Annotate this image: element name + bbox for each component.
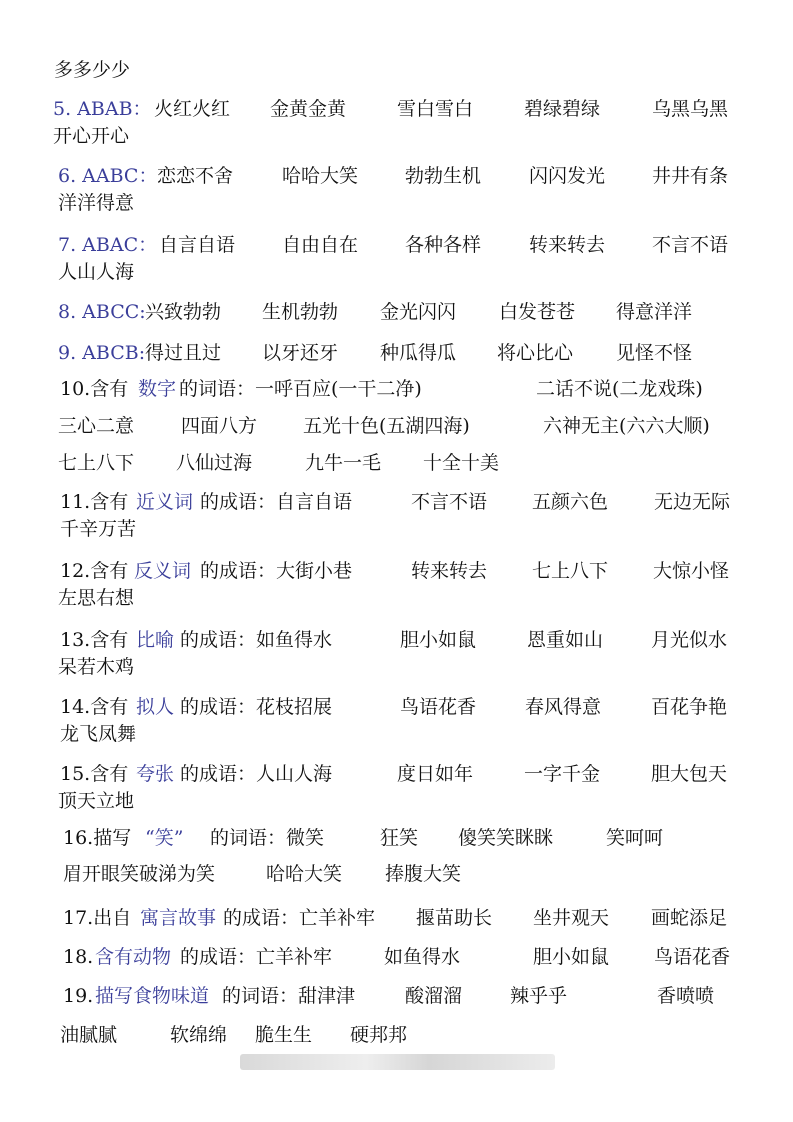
- word-group: 软绵绵: [170, 1024, 228, 1046]
- word-group: 各种各样: [405, 234, 482, 256]
- item-number: 10.含有: [60, 378, 129, 400]
- word-group: 香喷喷: [657, 985, 715, 1007]
- word-group: 金光闪闪: [380, 301, 457, 323]
- word-group: 开心开心: [53, 125, 130, 147]
- highlight-term: 夸张: [136, 763, 175, 785]
- word-group: 人山人海: [58, 261, 135, 283]
- word-group: 鸟语花香: [400, 696, 477, 718]
- word-group: 不言不语: [411, 491, 488, 513]
- word-group: 恩重如山: [527, 629, 604, 651]
- category-text: 的词语：微笑: [210, 827, 325, 849]
- pattern-label: 9. ABCB:: [58, 342, 146, 364]
- word-group: 洋洋得意: [58, 192, 135, 214]
- category-text: 的成语：大街小巷: [200, 560, 353, 582]
- word-group: 油腻腻: [60, 1024, 118, 1046]
- word-group: 井井有条: [652, 165, 729, 187]
- word-group: 见怪不怪: [616, 342, 693, 364]
- category-text: 的成语：花枝招展: [180, 696, 333, 718]
- highlight-term: “笑”: [145, 827, 184, 849]
- category-text: 的词语：一呼百应(一干二净): [179, 378, 422, 400]
- word-group: 九牛一毛: [305, 452, 382, 474]
- word-group: 傻笑笑眯眯: [458, 827, 554, 849]
- word-group: 六神无主(六六大顺): [543, 415, 710, 437]
- word-group: 兴致勃勃: [145, 301, 222, 323]
- word-group: 胆小如鼠: [400, 629, 477, 651]
- item-number: 16.描写: [63, 827, 132, 849]
- word-group: 春风得意: [525, 696, 602, 718]
- word-group: 百花争艳: [651, 696, 728, 718]
- word-group: 哈哈大笑: [266, 863, 343, 885]
- word-group: 得意洋洋: [616, 301, 693, 323]
- word-group: 画蛇添足: [651, 907, 728, 929]
- word-group: 白发苍苍: [499, 301, 576, 323]
- item-number: 13.含有: [60, 629, 129, 651]
- word-group: 自言自语: [159, 234, 236, 256]
- word-group: 眉开眼笑破涕为笑: [63, 863, 216, 885]
- word-group: 胆小如鼠: [533, 946, 610, 968]
- word-group: 鸟语花香: [654, 946, 731, 968]
- word-group: 乌黑乌黑: [652, 98, 729, 120]
- word-group: 八仙过海: [176, 452, 253, 474]
- item-number: 18.: [63, 946, 94, 968]
- word-group: 四面八方: [181, 415, 258, 437]
- word-group: 呆若木鸡: [58, 656, 135, 678]
- word-group: 左思右想: [58, 587, 135, 609]
- word-group: 恋恋不舍: [157, 165, 234, 187]
- word-group: 十全十美: [423, 452, 500, 474]
- word-group: 五光十色(五湖四海): [303, 415, 470, 437]
- word-group: 千辛万苦: [60, 518, 137, 540]
- item-number: 11.含有: [60, 491, 129, 513]
- word-group: 五颜六色: [532, 491, 609, 513]
- category-text: 的成语：亡羊补牢: [223, 907, 376, 929]
- word-group: 度日如年: [397, 763, 474, 785]
- word-group: 转来转去: [411, 560, 488, 582]
- highlight-term: 拟人: [136, 696, 175, 718]
- pattern-label: 5. ABAB：: [53, 98, 152, 120]
- highlight-term: 反义词: [134, 560, 192, 582]
- word-group: 以牙还牙: [262, 342, 339, 364]
- word-group: 月光似水: [651, 629, 728, 651]
- word-group: 一字千金: [524, 763, 601, 785]
- word-group: 硬邦邦: [350, 1024, 408, 1046]
- word-group: 转来转去: [529, 234, 606, 256]
- word-group: 辣乎乎: [510, 985, 568, 1007]
- word-group: 狂笑: [380, 827, 419, 849]
- word-group: 多多少少: [54, 59, 131, 81]
- item-number: 15.含有: [60, 763, 129, 785]
- word-group: 火红火红: [154, 98, 231, 120]
- word-group: 勃勃生机: [405, 165, 482, 187]
- word-group: 得过且过: [145, 342, 222, 364]
- pattern-label: 7. ABAC：: [58, 234, 158, 256]
- pattern-label: 8. ABCC:: [58, 301, 146, 323]
- word-group: 捧腹大笑: [385, 863, 462, 885]
- word-group: 自由自在: [282, 234, 359, 256]
- word-group: 龙飞凤舞: [60, 723, 137, 745]
- word-group: 雪白雪白: [397, 98, 474, 120]
- highlight-term: 描写食物味道: [95, 985, 210, 1007]
- word-group: 揠苗助长: [416, 907, 493, 929]
- word-group: 脆生生: [255, 1024, 313, 1046]
- word-group: 胆大包天: [651, 763, 728, 785]
- word-group: 三心二意: [58, 415, 135, 437]
- word-group: 碧绿碧绿: [524, 98, 601, 120]
- category-text: 的成语：人山人海: [180, 763, 333, 785]
- category-text: 的成语：自言自语: [200, 491, 353, 513]
- item-number: 19.: [63, 985, 94, 1007]
- category-text: 的词语：甜津津: [222, 985, 356, 1007]
- highlight-term: 比喻: [136, 629, 175, 651]
- word-group: 坐井观天: [533, 907, 610, 929]
- category-text: 的成语：亡羊补牢: [180, 946, 333, 968]
- pattern-label: 6. AABC：: [58, 165, 158, 187]
- highlight-term: 寓言故事: [140, 907, 217, 929]
- word-group: 二话不说(二龙戏珠): [536, 378, 703, 400]
- word-group: 无边无际: [654, 491, 731, 513]
- highlight-term: 近义词: [136, 491, 194, 513]
- word-group: 不言不语: [652, 234, 729, 256]
- word-group: 闪闪发光: [529, 165, 606, 187]
- word-group: 金黄金黄: [270, 98, 347, 120]
- word-group: 生机勃勃: [262, 301, 339, 323]
- highlight-term: 数字: [138, 378, 177, 400]
- word-group: 将心比心: [497, 342, 574, 364]
- word-group: 笑呵呵: [606, 827, 664, 849]
- word-group: 种瓜得瓜: [380, 342, 457, 364]
- word-group: 如鱼得水: [384, 946, 461, 968]
- word-group: 七上八下: [532, 560, 609, 582]
- word-group: 顶天立地: [58, 790, 135, 812]
- word-group: 酸溜溜: [405, 985, 463, 1007]
- item-number: 17.出自: [63, 907, 132, 929]
- word-group: 哈哈大笑: [282, 165, 359, 187]
- blurred-footer: [240, 1054, 555, 1070]
- category-text: 的成语：如鱼得水: [180, 629, 333, 651]
- word-group: 七上八下: [58, 452, 135, 474]
- highlight-term: 含有动物: [95, 946, 172, 968]
- item-number: 14.含有: [60, 696, 129, 718]
- word-group: 大惊小怪: [653, 560, 730, 582]
- truncated-line: [0, 1018, 793, 1046]
- item-number: 12.含有: [60, 560, 129, 582]
